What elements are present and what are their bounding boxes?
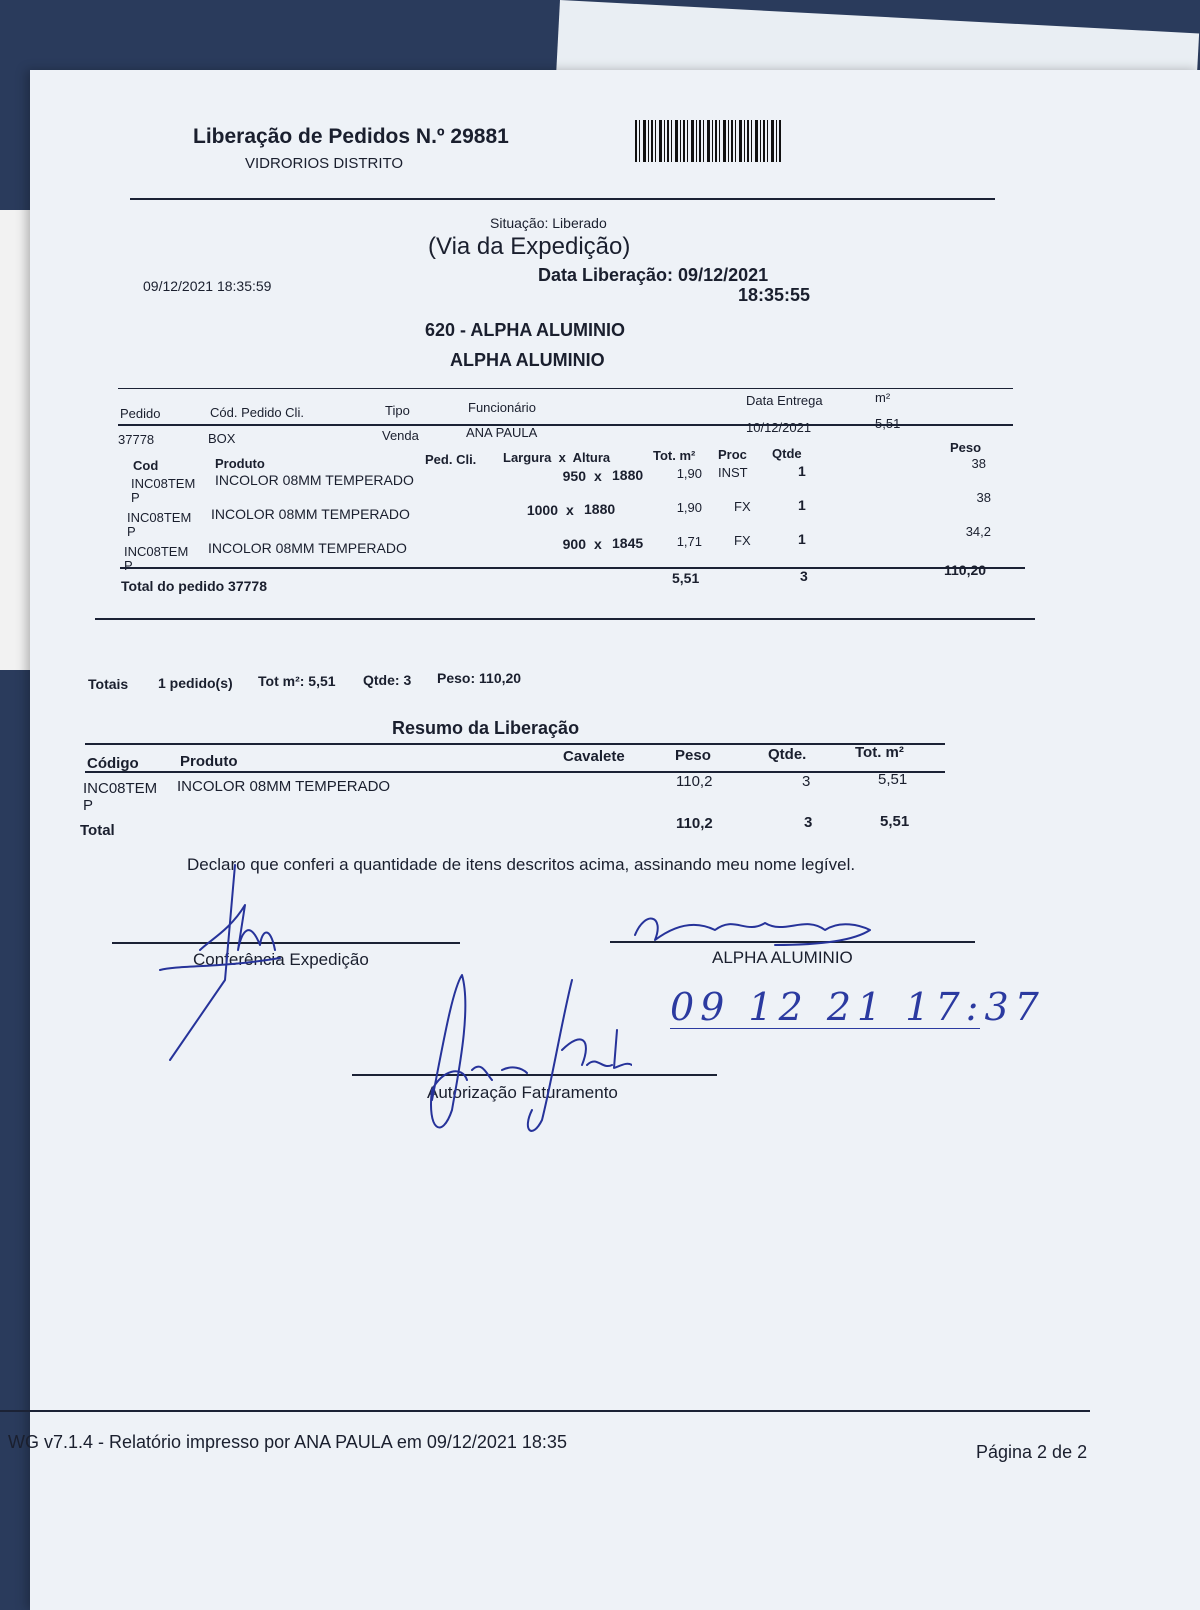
autorizacao-label: Autorização Faturamento	[427, 1083, 618, 1102]
document-page	[8, 70, 1200, 1610]
order-pedido: 37778	[118, 432, 155, 447]
order-funcionario: ANA PAULA	[466, 425, 538, 440]
document-title: Liberação de Pedidos N.º 29881	[193, 125, 509, 148]
situation-text: Situação: Liberado	[490, 215, 607, 231]
totals-label: Totais	[88, 676, 129, 692]
col-cavalete: Cavalete	[563, 748, 625, 765]
col-funcionario: Funcionário	[468, 400, 536, 415]
copy-label: (Via da Expedição)	[428, 233, 631, 260]
resumo-codigo: INC08TEM	[83, 780, 158, 797]
resumo-total-tot: 5,51	[880, 813, 910, 830]
client-code-name: 620 - ALPHA ALUMINIO	[425, 320, 626, 340]
dimension-separator: x	[566, 502, 574, 518]
resumo-peso: 110,2	[676, 773, 713, 790]
signature-client	[625, 905, 885, 955]
signature-autorizacao	[402, 970, 632, 1150]
resumo-produto: INCOLOR 08MM TEMPERADO	[177, 778, 391, 795]
divider	[130, 198, 995, 200]
col-qtde: Qtde.	[768, 746, 807, 763]
footer-page-number: Página 2 de 2	[976, 1442, 1088, 1462]
item-peso: 38	[971, 456, 986, 471]
col-largura-altura: Largura x Altura	[503, 450, 611, 465]
order-total-label: Total do pedido 37778	[121, 578, 267, 594]
resumo-codigo-suffix: P	[83, 797, 94, 814]
col-m2: m²	[875, 390, 891, 405]
item-qtde: 1	[798, 497, 806, 513]
item-peso: 38	[976, 490, 991, 505]
resumo-title: Resumo da Liberação	[392, 718, 580, 738]
declaration-text: Declaro que conferi a quantidade de itens descritos acima, assinando meu nome legível.	[187, 855, 856, 874]
resumo-total-peso: 110,2	[676, 815, 713, 832]
resumo-total-label: Total	[80, 822, 115, 839]
footer-report-info: WG v7.1.4 - Relatório impresso por ANA PAULA em 09/12/2021 18:35	[8, 1432, 567, 1452]
totals-peso: Peso: 110,20	[437, 670, 522, 686]
item-tot-m2: 1,90	[676, 466, 702, 481]
col-cod: Cod	[133, 458, 159, 473]
col-cod-pedido-cli: Cód. Pedido Cli.	[210, 405, 304, 420]
col-data-entrega: Data Entrega	[746, 393, 823, 408]
dimension-separator: x	[594, 536, 602, 552]
col-codigo: Código	[87, 755, 139, 772]
item-largura: 900	[562, 536, 586, 552]
col-pedido: Pedido	[120, 406, 161, 421]
printed-timestamp: 09/12/2021 18:35:59	[143, 278, 272, 294]
item-altura: 1880	[612, 467, 644, 483]
col-ped-cli: Ped. Cli.	[425, 452, 477, 467]
divider	[120, 567, 1025, 569]
handwritten-date: 09 12 21 17:37	[670, 985, 1045, 1029]
client-signature-label: ALPHA ALUMINIO	[712, 948, 853, 967]
item-peso: 34,2	[965, 524, 991, 539]
signature-conferencia	[150, 850, 320, 1070]
col-tot-m2: Tot. m²	[653, 448, 696, 463]
company-name: VIDRORIOS DISTRITO	[245, 155, 404, 172]
resumo-tot-m2: 5,51	[878, 771, 908, 788]
item-proc: FX	[734, 499, 751, 514]
order-cod-cli: BOX	[208, 431, 236, 446]
item-qtde: 1	[798, 531, 806, 547]
divider	[95, 618, 1035, 620]
item-cod-suffix: P	[127, 524, 136, 539]
col-peso: Peso	[675, 747, 711, 764]
item-tot-m2: 1,90	[676, 500, 702, 515]
divider	[118, 388, 1013, 389]
dimension-separator: x	[594, 468, 602, 484]
order-total-peso: 110,20	[944, 562, 987, 578]
order-total-qtde: 3	[800, 568, 808, 584]
client-name: ALPHA ALUMINIO	[450, 350, 605, 370]
item-produto: INCOLOR 08MM TEMPERADO	[208, 540, 407, 556]
footer-divider	[0, 1410, 1090, 1412]
col-peso: Peso	[950, 440, 982, 455]
release-time: 18:35:55	[738, 285, 811, 305]
resumo-qtde: 3	[802, 773, 811, 790]
col-produto: Produto	[215, 456, 265, 471]
item-produto: INCOLOR 08MM TEMPERADO	[215, 472, 414, 488]
totals-m2: Tot m²: 5,51	[258, 673, 336, 689]
item-cod: INC08TEM	[124, 544, 189, 559]
order-data-entrega: 10/12/2021	[746, 420, 812, 435]
release-date: Data Liberação: 09/12/2021	[538, 265, 769, 285]
item-proc: INST	[718, 465, 748, 480]
col-tot-m2: Tot. m²	[855, 744, 904, 761]
totals-pedidos: 1 pedido(s)	[158, 675, 233, 691]
item-cod-suffix: P	[131, 490, 140, 505]
col-produto: Produto	[180, 753, 238, 770]
item-qtde: 1	[798, 463, 806, 479]
col-qtde: Qtde	[772, 446, 802, 461]
col-proc: Proc	[718, 447, 747, 462]
col-tipo: Tipo	[385, 403, 410, 418]
item-cod: INC08TEM	[127, 510, 192, 525]
item-largura: 1000	[526, 502, 558, 518]
item-altura: 1845	[612, 535, 644, 551]
order-m2: 5,51	[875, 416, 901, 431]
barcode	[635, 120, 781, 162]
divider	[85, 771, 945, 773]
item-altura: 1880	[584, 501, 616, 517]
date-underline	[670, 1028, 980, 1029]
order-total-m2: 5,51	[672, 570, 700, 586]
item-cod-suffix: P	[124, 558, 133, 573]
item-tot-m2: 1,71	[676, 534, 702, 549]
order-tipo: Venda	[382, 428, 419, 443]
divider	[85, 743, 945, 745]
item-cod: INC08TEM	[131, 476, 196, 491]
conferencia-label: Conferência Expedição	[193, 950, 369, 969]
item-proc: FX	[734, 533, 751, 548]
item-produto: INCOLOR 08MM TEMPERADO	[211, 506, 410, 522]
item-largura: 950	[562, 468, 586, 484]
totals-qtde: Qtde: 3	[363, 672, 412, 688]
resumo-total-qtde: 3	[804, 814, 813, 831]
